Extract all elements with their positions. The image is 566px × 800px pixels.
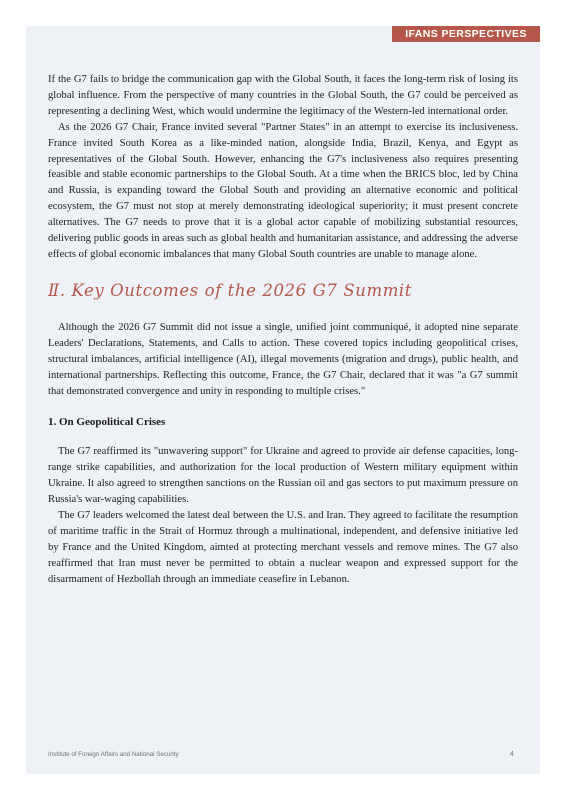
section-title: Ⅱ. Key Outcomes of the 2026 G7 Summit xyxy=(48,280,413,300)
body-paragraph: If the G7 fails to bridge the communication gap with the Global South, it faces the long-term risk of losing its global influence. From the perspective of many countries in the Global South, the G7 could be perceived as representing a declining West, which would undermine the legitimacy of the Western-led international order. xyxy=(48,74,518,117)
body-paragraph: The G7 leaders welcomed the latest deal between the U.S. and Iran. They agreed to facilitate the resumption of maritime traffic in the Strait of Hormuz through a multinational, independent, and defensive initiative led by France and the United Kingdom, aimted at protecting merchant vessels and remove mines. The G7 also reaffirmed that Iran must never be permitted to obtain a nuclear weapon and expressed support for the disarmament of Hezbollah through an immediate ceasefire in Lebanon. xyxy=(48,509,518,585)
body-paragraph: As the 2026 G7 Chair, France invited several "Partner States" in an attempt to exercise its inclusiveness. France invited South Korea as a like-minded nation, alongside India, Brazil, Kenya, and Egypt as representatives of the Global South. However, enhancing the G7's inclusiveness also requires presenting feasible and stable economic partnerships to the Global South. At a time when the BRICS bloc, led by China and Russia, is expanding toward the Global South and providing an alternative economic and political ecosystem, the G7 must not stop at merely demonstrating ideological superiority; it must present concrete alternatives. The G7 needs to prove that it is a global actor capable of mobilizing substantial resources, delivering public goods in areas such as global health and humanitarian assistance, and addressing the adverse effects of global economic imbalances that many Global South countries are unable to manage alone. xyxy=(48,121,518,260)
subsection-heading: 1. On Geopolitical Crises xyxy=(48,416,166,429)
body-paragraph: The G7 reaffirmed its "unwavering support" for Ukraine and agreed to provide air defense capacities, long-range strike capabilities, and authorization for the local production of Western military equipment within Ukraine. It also agreed to strengthen sanctions on the Russian oil and gas sectors to put maximum pressure on Russia's war-waging capabilities. xyxy=(48,446,518,506)
publication-badge: IFANS PERSPECTIVES xyxy=(392,26,540,42)
document-body xyxy=(48,72,518,587)
page-number: 4 xyxy=(510,751,514,758)
body-paragraph: Although the 2026 G7 Summit did not issue a single, unified joint communiqué, it adopted nine separate Leaders' Declarations, Statements, and Calls to action. These covered topics including geopolitical crises, structural imbalances, artificial intelligence (AI), illegal movements (migration and drugs), public health, and international partnerships. Reflecting this outcome, France, the G7 Chair, declared that it was "a G7 summit that demonstrated convergence and unity in responding to multiple crises." xyxy=(48,321,518,397)
footer-institute: Institute of Foreign Affairs and National Security xyxy=(48,751,179,758)
